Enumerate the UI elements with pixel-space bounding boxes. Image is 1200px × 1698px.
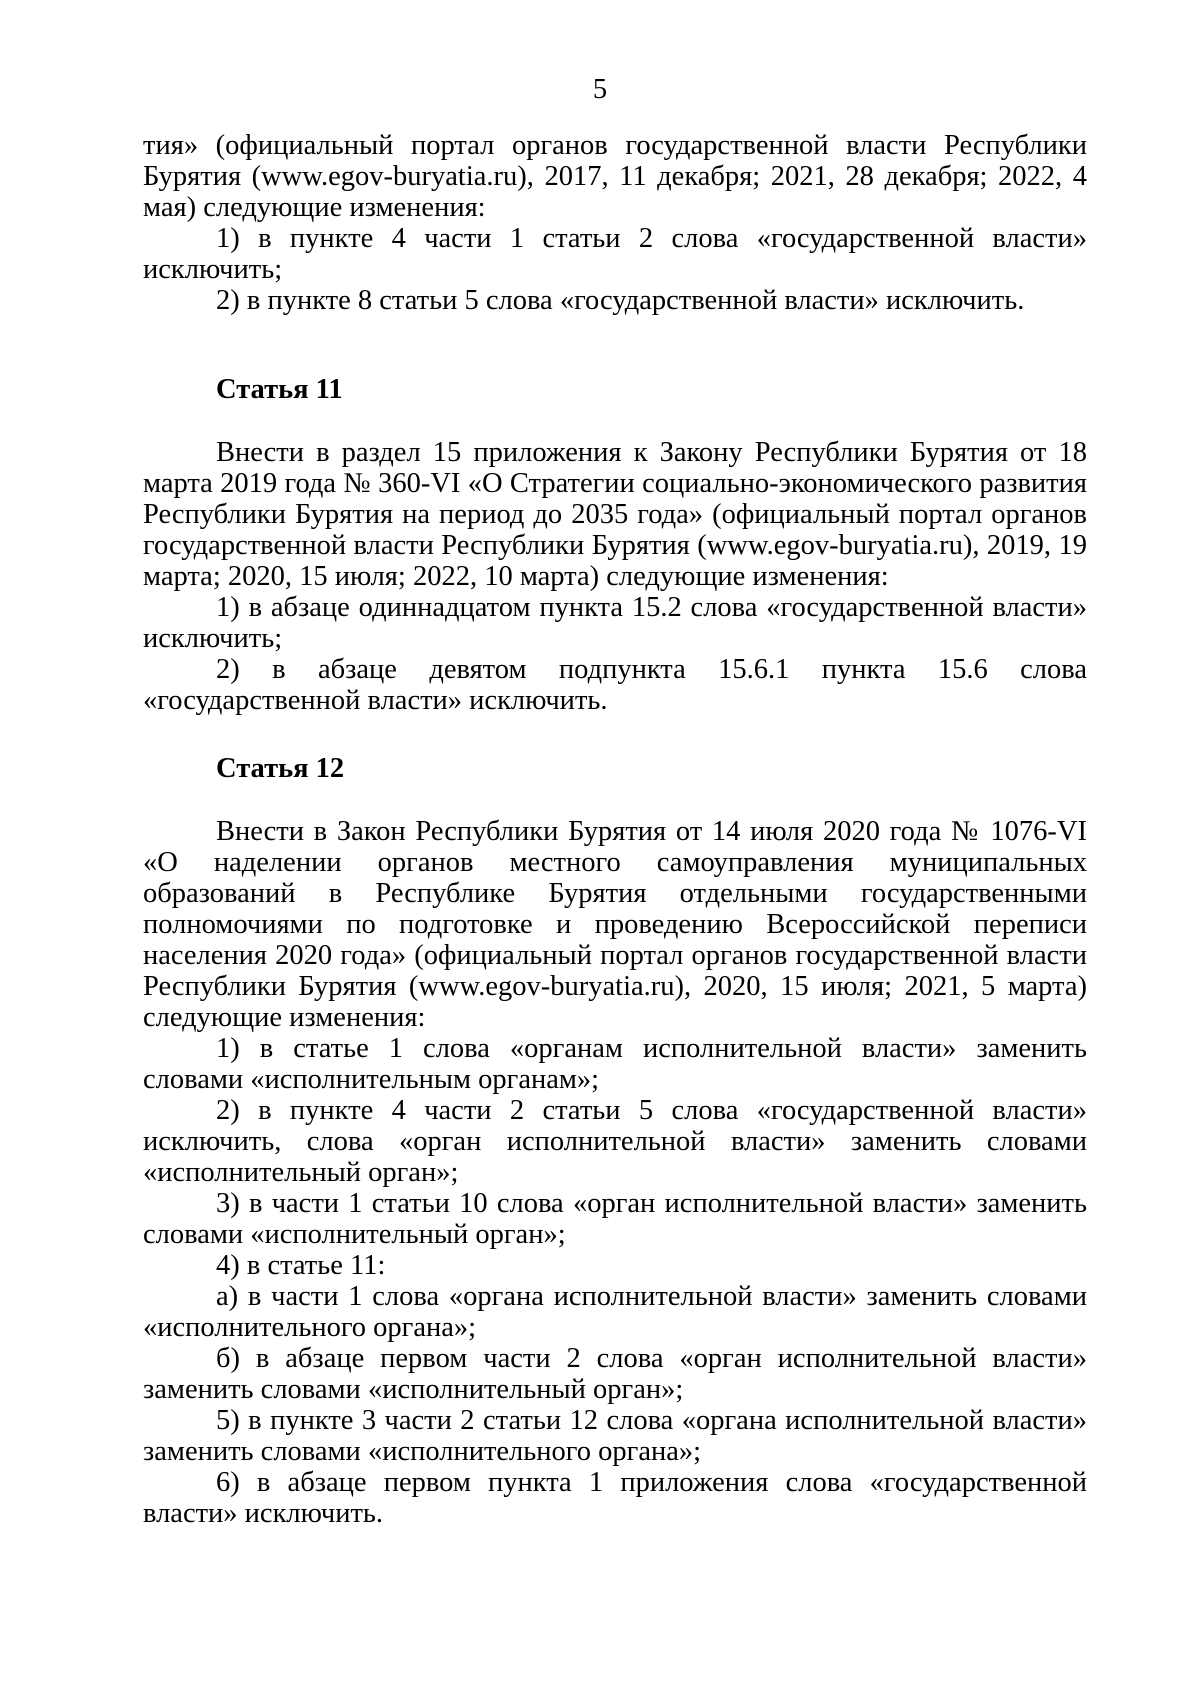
article-12-item: 6) в абзаце первом пункта 1 приложения слова «государственной власти» исключить.	[143, 1467, 1087, 1529]
article-12-intro: Внести в Закон Республики Бурятия от 14 июля 2020 года № 1076-VI «О наделении органов местного самоуправления муниципальных образований в Республике Бурятия отдельными государственными полномочиями по подготовке и проведению Всероссийской переписи населения 2020 года» (официальный портал органов государственной власти Республики Бурятия (www.egov-buryatia.ru), 2020, 15 июля; 2021, 5 марта) следующие изменения:	[143, 816, 1087, 1033]
article-12-item: 4) в статье 11:	[216, 1250, 386, 1281]
intro-item: 1) в пункте 4 части 1 статьи 2 слова «государственной власти» исключить;	[143, 223, 1087, 285]
intro-item: 2) в пункте 8 статьи 5 слова «государственной власти» исключить.	[216, 285, 1025, 316]
article-12-subitem: б) в абзаце первом части 2 слова «орган исполнительной власти» заменить словами «исполнительный орган»;	[143, 1343, 1087, 1405]
article-12-item: 1) в статье 1 слова «органам исполнительной власти» заменить словами «исполнительным органам»;	[143, 1033, 1087, 1095]
article-11-item: 2) в абзаце девятом подпункта 15.6.1 пункта 15.6 слова «государственной власти» исключить.	[143, 654, 1087, 716]
article-11-item: 1) в абзаце одиннадцатом пункта 15.2 слова «государственной власти» исключить;	[143, 592, 1087, 654]
article-11-intro: Внести в раздел 15 приложения к Закону Республики Бурятия от 18 марта 2019 года № 360-VI «О Стратегии социально-экономического развития Республики Бурятия на период до 2035 года» (официальный портал органов государственной власти Республики Бурятия (www.egov-buryatia.ru), 2019, 19 марта; 2020, 15 июля; 2022, 10 марта) следующие изменения:	[143, 437, 1087, 592]
document-body	[143, 130, 1087, 1529]
article-11-heading: Статья 11	[216, 374, 343, 405]
intro-continuation: тия» (официальный портал органов государственной власти Республики Бурятия (www.egov-buryatia.ru), 2017, 11 декабря; 2021, 28 декабря; 2022, 4 мая) следующие изменения:	[143, 130, 1087, 223]
article-12-subitem: а) в части 1 слова «органа исполнительной власти» заменить словами «исполнительного органа»;	[143, 1281, 1087, 1343]
page-number: 5	[592, 74, 608, 105]
article-12-item: 3) в части 1 статьи 10 слова «орган исполнительной власти» заменить словами «исполнительный орган»;	[143, 1188, 1087, 1250]
article-12-item: 2) в пункте 4 части 2 статьи 5 слова «государственной власти» исключить, слова «орган исполнительной власти» заменить словами «исполнительный орган»;	[143, 1095, 1087, 1188]
article-12-heading: Статья 12	[216, 753, 345, 784]
article-12-item: 5) в пункте 3 части 2 статьи 12 слова «органа исполнительной власти» заменить словами «исполнительного органа»;	[143, 1405, 1087, 1467]
